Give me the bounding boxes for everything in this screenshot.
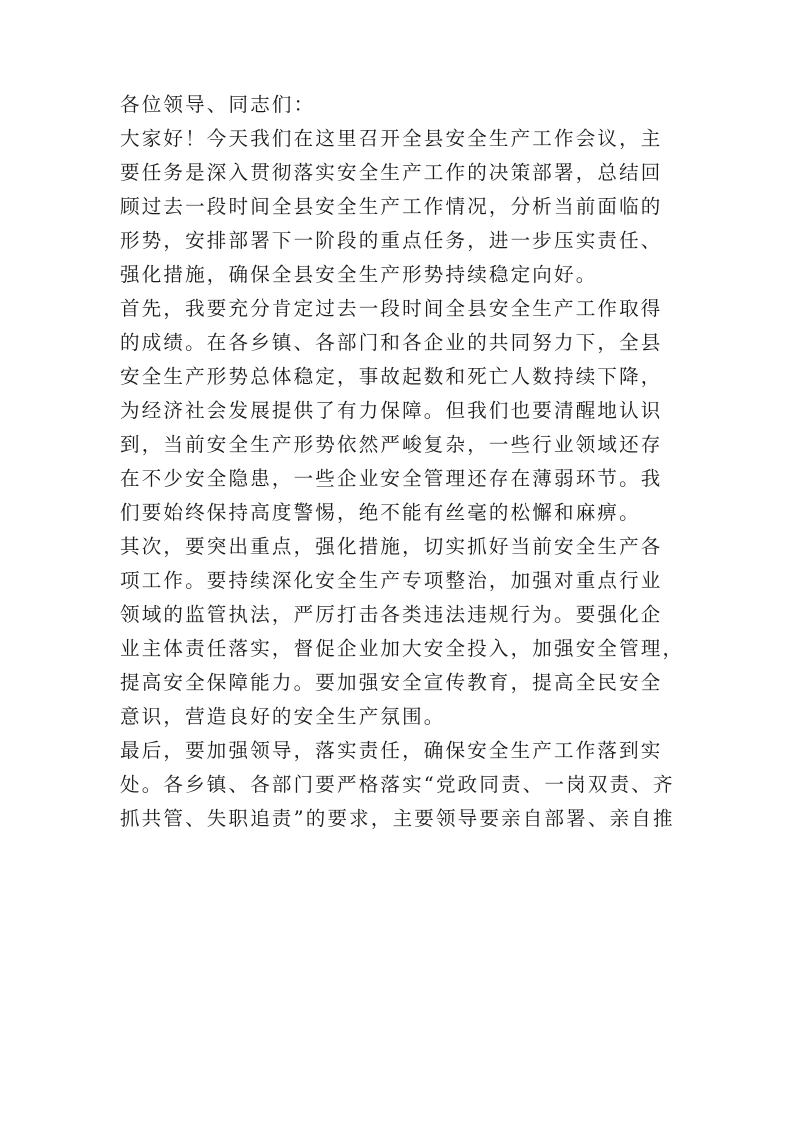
document-body	[120, 88, 685, 836]
text-line: 领域的监管执法，严厉打击各类违法违规行为。要强化企	[120, 603, 663, 626]
text-line: 意识，营造良好的安全生产氛围。	[120, 705, 446, 728]
text-line: 要任务是深入贯彻落实安全生产工作的决策部署，总结回	[120, 161, 663, 184]
text-line: 为经济社会发展提供了有力保障。但我们也要清醒地认识	[120, 399, 663, 422]
salutation: 各位领导、同志们：	[120, 93, 316, 116]
text-line: 项工作。要持续深化安全生产专项整治，加强对重点行业	[120, 569, 663, 592]
text-line: 形势，安排部署下一阶段的重点任务，进一步压实责任、	[120, 229, 663, 252]
text-line: 大家好！今天我们在这里召开全县安全生产工作会议，主	[120, 127, 663, 150]
text-line: 处。各乡镇、各部门要严格落实“党政同责、一岗双责、齐	[120, 773, 675, 796]
text-line: 顾过去一段时间全县安全生产工作情况，分析当前面临的	[120, 195, 663, 218]
text-line: 首先，我要充分肯定过去一段时间全县安全生产工作取得	[120, 297, 663, 320]
text-line: 提高安全保障能力。要加强安全宣传教育，提高全民安全	[120, 671, 663, 694]
text-line: 的成绩。在各乡镇、各部门和各企业的共同努力下，全县	[120, 331, 663, 354]
text-line: 到，当前安全生产形势依然严峻复杂，一些行业领域还存	[120, 433, 663, 456]
text-line: 在不少安全隐患，一些企业安全管理还存在薄弱环节。我	[120, 467, 663, 490]
text-line: 业主体责任落实，督促企业加大安全投入，加强安全管理，	[120, 637, 685, 660]
text-line: 们要始终保持高度警惕，绝不能有丝毫的松懈和麻痹。	[120, 501, 641, 524]
text-line: 抓共管、失职追责”的要求，主要领导要亲自部署、亲自推	[120, 807, 675, 830]
text-line: 强化措施，确保全县安全生产形势持续稳定向好。	[120, 263, 598, 286]
text-line: 其次，要突出重点，强化措施，切实抓好当前安全生产各	[120, 535, 663, 558]
text-line: 最后，要加强领导，落实责任，确保安全生产工作落到实	[120, 739, 663, 762]
text-line: 安全生产形势总体稳定，事故起数和死亡人数持续下降，	[120, 365, 663, 388]
